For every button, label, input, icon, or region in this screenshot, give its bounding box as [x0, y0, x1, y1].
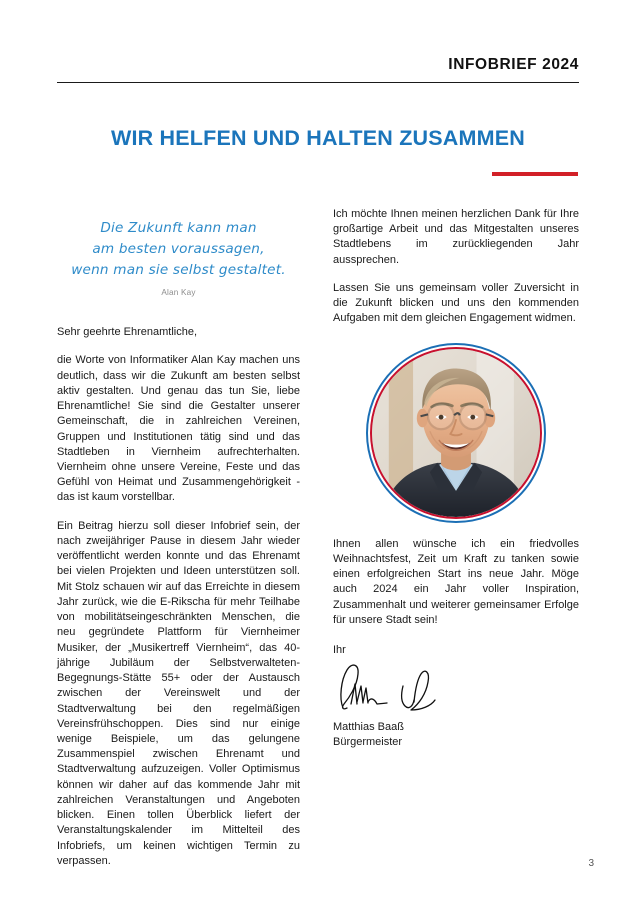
portrait-container [333, 343, 579, 523]
left-paragraph-1: die Worte von Informatiker Alan Kay machen uns deutlich, dass wir die Zukunft am besten selbst aktiv gestalten. Und genau das tun Sie, liebe Ehrenamtliche! Sie sind die Gestalter unserer Gemeinschaft, die in zahlreichen Vereinen, Gruppen und Institutionen tätig sind und das Stadtleben in Viernheim aufrechterhalten. Viernheim ohne unsere Vereine, Feste und das Gefühl von Heimat und Zusammengehörigkeit - das ist kaum vorstellbar. [57, 354, 300, 504]
signer-role: Bürgermeister [333, 735, 403, 748]
signer-name: Matthias Baaß [333, 721, 404, 734]
right-paragraph-1: Ich möchte Ihnen meinen herzlichen Dank für Ihre großartige Arbeit und das Mitgestalten unseres Stadtlebens im zurückliegenden Jahr aussprechen. [333, 208, 579, 266]
page-header [57, 56, 579, 83]
left-paragraph-2: Ein Beitrag hierzu soll dieser Infobrief sein, der nach zweijähriger Pause in diesem Jahr wieder veröffentlicht werden konnte und das Ehrenamt bei vielen Projekten und Ideen unterstützen soll. Mit Stolz schauen wir auf das Erreichte in diesem Jahr zurück, wie die E-Rikscha für mehr Teilhabe von mobilitätseingeschränkten Menschen, die neu gegründete Plattform für Viernheimer Musiker, der „Musikertreff Viernheim“, das 40-jährige Jubiläum der Selbstverwalteten-Begegnungs-Stätte 55+ oder der Austausch zwischen der Vereinswelt und der Stadtverwaltung bei den regelmäßigen Vereinsfrühschoppen. Dies sind nur einige wenige Beispiele, um das gelungene Zusammenspiel zwischen Ehrenamt und Stadtverwaltung aufzuzeigen. Voller Optimismus können wir daher auf das kommende Jahr mit zahlreichen Veranstaltungen und Angeboten blicken. Einen tollen Überblick liefert der Veranstaltungskalender im Mittelteil des Infobriefs, um keinen wichtigen Termin zu verpassen. [57, 519, 300, 867]
signature-image [335, 658, 475, 716]
page-number: 3 [588, 858, 594, 869]
right-column [333, 206, 579, 750]
mayor-portrait-photo [372, 349, 540, 517]
left-column [57, 206, 300, 882]
salutation: Sehr geehrte Ehrenamtliche, [57, 326, 198, 339]
right-paragraph-3: Ihnen allen wünsche ich ein friedvolles Weihnachtsfest, Zeit um Kraft zu tanken sowie einen erfolgreichen Start ins neue Jahr. Möge auch 2024 ein Jahr voller Inspiration, Zusammenhalt und weiterer gemeinsamer Erfolge für unsere Stadt sein! [333, 537, 579, 626]
portrait-ring-inner [370, 347, 542, 519]
quote-line-2: am besten voraussagen, [92, 241, 265, 258]
right-paragraph-2: Lassen Sie uns gemeinsam voller Zuversicht in die Zukunft blicken und uns den kommenden Aufgaben mit dem gleichen Engagement widmen. [333, 281, 579, 325]
quote-author: Alan Kay [161, 288, 196, 298]
quote-line-3: wenn man sie selbst gestaltet. [71, 262, 286, 279]
page-title: WIR HELFEN UND HALTEN ZUSAMMEN [110, 126, 526, 150]
portrait-ring-outer [366, 343, 546, 523]
header-divider [57, 82, 579, 83]
signature-intro: Ihr [333, 644, 346, 657]
quote-line-1: Die Zukunft kann man [100, 220, 257, 236]
header-title: INFOBRIEF 2024 [448, 56, 579, 73]
pull-quote [57, 206, 300, 281]
title-accent-bar [492, 172, 578, 176]
